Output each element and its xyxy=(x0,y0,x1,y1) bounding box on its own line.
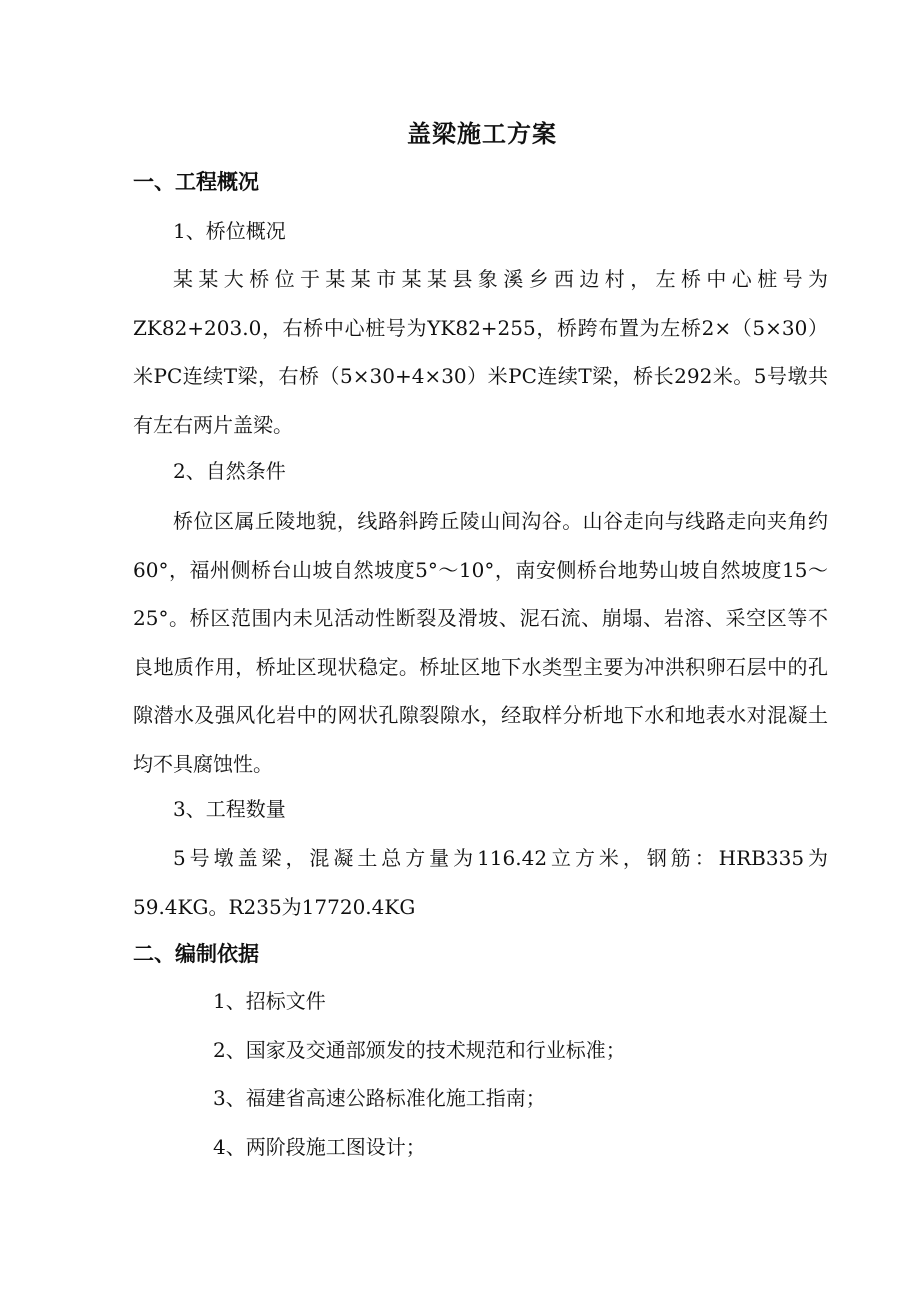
subsection-heading-quantities: 3、工程数量 xyxy=(173,797,286,821)
subsection-heading-natural-conditions: 2、自然条件 xyxy=(173,459,286,483)
basis-item: 3、福建省高速公路标准化施工指南； xyxy=(213,1086,546,1110)
basis-item: 1、招标文件 xyxy=(213,989,326,1013)
paragraph-quantities: 5号墩盖梁，混凝土总方量为116.42立方米，钢筋：HRB335为59.4KG。R235为17720.4KG xyxy=(133,846,828,919)
paragraph-bridge-location: 某某大桥位于某某市某某县象溪乡西边村，左桥中心桩号为ZK82+203.0，右桥中心桩号为YK82+255，桥跨布置为左桥2×（5×30）米PC连续T梁，右桥（5×30+4×30）米PC连续T梁，桥长292米。5号墩共有左右两片盖梁。 xyxy=(133,267,828,437)
basis-item: 2、国家及交通部颁发的技术规范和行业标准； xyxy=(213,1038,626,1062)
section-heading-overview: 一、工程概况 xyxy=(133,170,259,194)
subsection-heading-bridge-location: 1、桥位概况 xyxy=(173,219,286,243)
section-heading-basis: 二、编制依据 xyxy=(133,942,259,966)
paragraph-natural-conditions: 桥位区属丘陵地貌，线路斜跨丘陵山间沟谷。山谷走向与线路走向夹角约60°，福州侧桥台山坡自然坡度5°～10°，南安侧桥台地势山坡自然坡度15～25°。桥区范围内未见活动性断裂及滑坡、泥石流、崩塌、岩溶、采空区等不良地质作用，桥址区现状稳定。桥址区地下水类型主要为冲洪积卵石层中的孔隙潜水及强风化岩中的网状孔隙裂隙水，经取样分析地下水和地表水对混凝土均不具腐蚀性。 xyxy=(133,509,828,776)
basis-item: 4、两阶段施工图设计； xyxy=(213,1135,426,1159)
document-title: 盖梁施工方案 xyxy=(407,120,557,148)
